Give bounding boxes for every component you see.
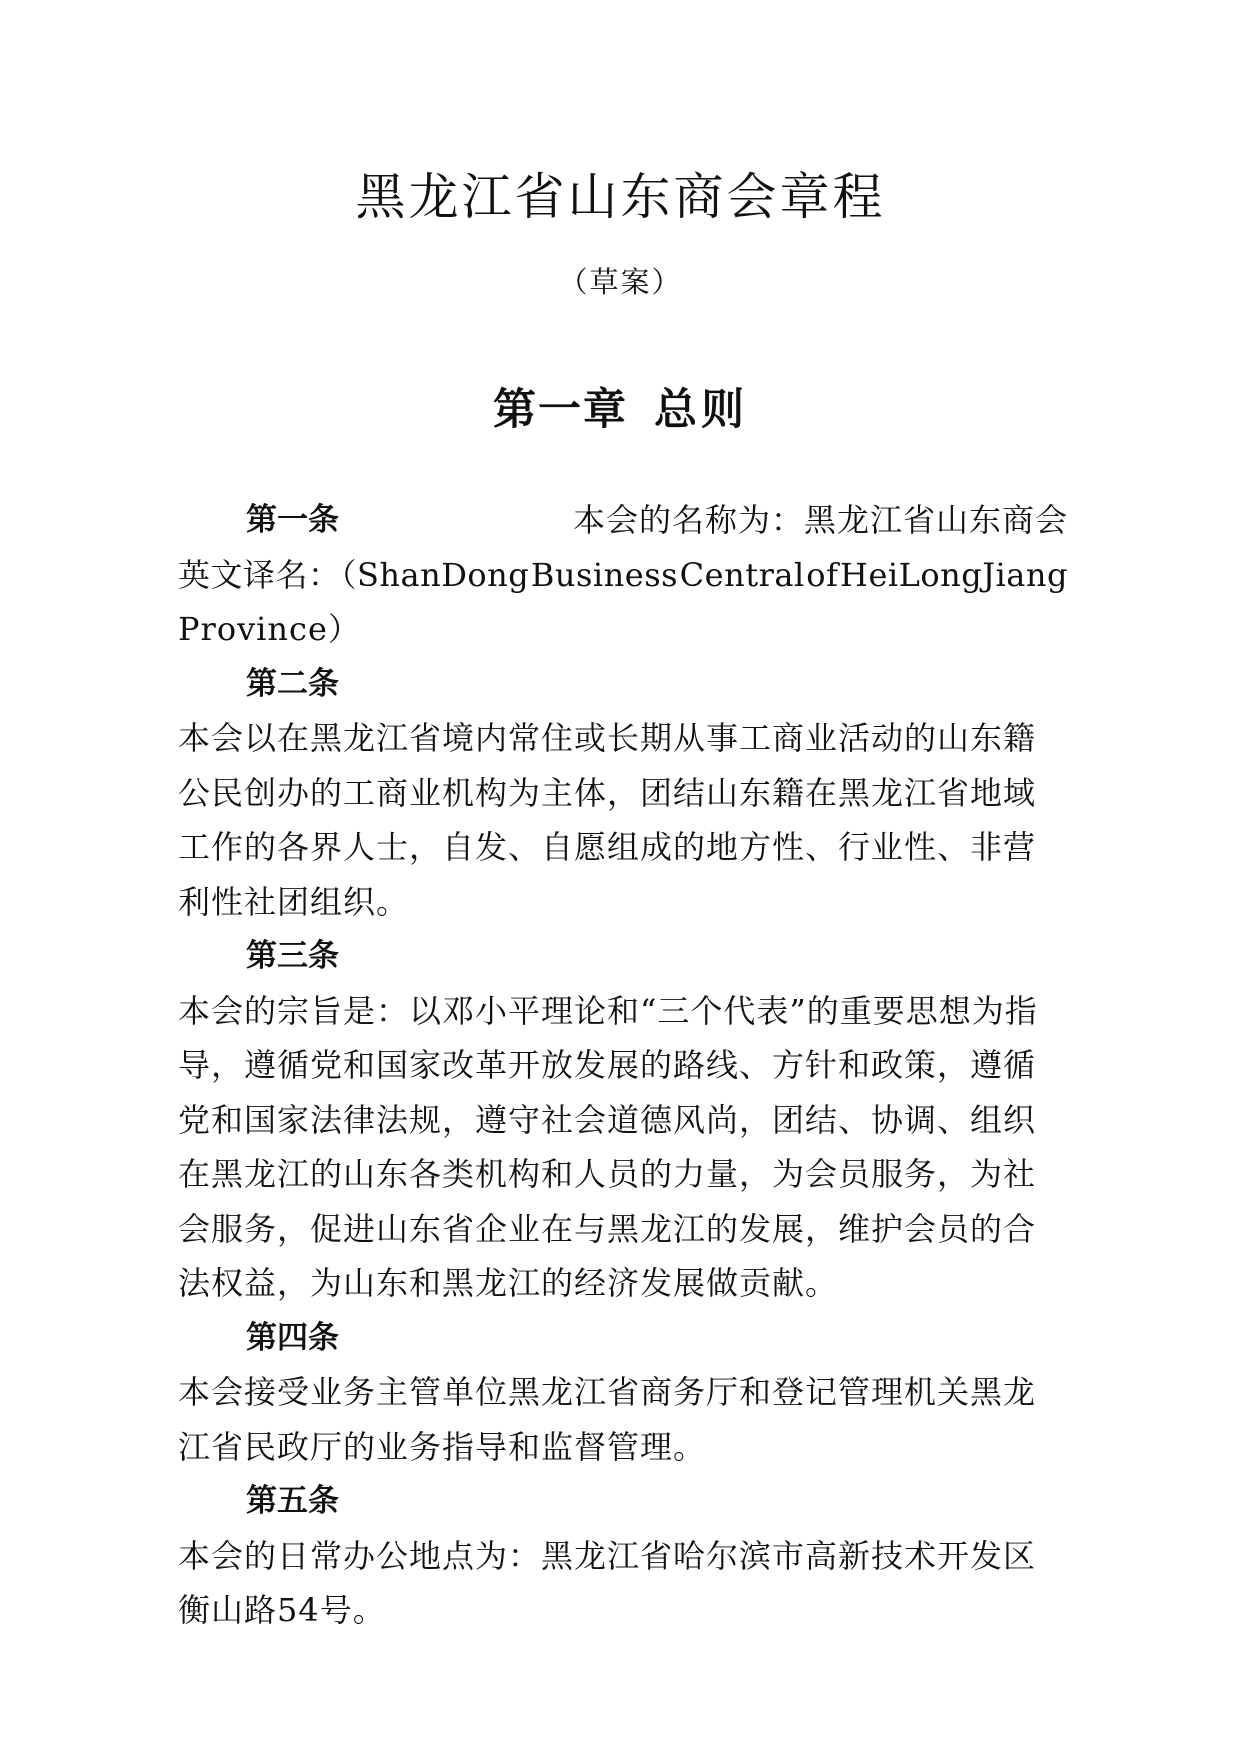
document-body [178, 493, 1068, 1638]
chapter-name: 总则 [654, 385, 748, 435]
english-name-line [178, 548, 1068, 603]
text-line: 法权益，为山东和黑龙江的经济发展做贡献。 [178, 1264, 839, 1302]
document-subtitle: （草案） [558, 265, 683, 299]
text-line: 导，遵循党和国家改革开放发展的路线、方针和政策，遵循 [178, 1046, 1037, 1084]
article-text [178, 602, 1068, 657]
article-heading: 第四条 [246, 1319, 339, 1356]
text-line: 本会接受业务主管单位黑龙江省商务厅和登记管理机关黑龙 [178, 1373, 1037, 1411]
text-line: 党和国家法律法规，遵守社会道德风尚，团结、协调、组织 [178, 1100, 1037, 1139]
article-1 [178, 493, 1068, 657]
text-line: 工作的各界人士，自发、自愿组成的地方性、行业性、非营 [178, 828, 1037, 866]
article-number: 第一条 [246, 502, 339, 538]
text-line: 会服务，促进山东省企业在与黑龙江的发展，维护会员的合 [178, 1209, 1037, 1248]
article-heading: 第五条 [246, 1483, 339, 1519]
article-4 [178, 1311, 1068, 1475]
article-heading [178, 493, 1068, 548]
text-line: 利性社团组织。 [178, 882, 410, 921]
document-title: 黑龙江省山东商会章程 [355, 168, 886, 226]
article-3 [178, 929, 1068, 1311]
english-word: Business [530, 555, 679, 594]
article-text [178, 1365, 1068, 1474]
chapter-number: 第一章 [493, 385, 628, 435]
text-line: Province） [178, 610, 361, 648]
text-line: 本会的日常办公地点为：黑龙江省哈尔滨市高新技术开发区 [178, 1536, 1037, 1575]
english-word: of [806, 555, 839, 594]
article-5 [178, 1474, 1068, 1638]
text-line: 公民创办的工商业机构为主体，团结山东籍在黑龙江省地域 [178, 773, 1037, 812]
article-2 [178, 657, 1068, 930]
chapter-heading [0, 380, 1241, 440]
english-word: 英文译名：（ShanDong [178, 555, 530, 594]
english-word: Central [679, 555, 805, 594]
article-text [178, 711, 1068, 929]
text-line: 在黑龙江的山东各类机构和人员的力量，为会员服务，为社 [178, 1155, 1037, 1193]
article-text [178, 1529, 1068, 1638]
text-line: 本会以在黑龙江省境内常住或长期从事工商业活动的山东籍 [178, 719, 1037, 757]
text-line: 本会的宗旨是：以邓小平理论和“三个代表”的重要思想为指 [178, 991, 1038, 1030]
english-word: HeiLongJiang [840, 555, 1068, 594]
article-heading: 第二条 [246, 665, 339, 702]
article-text [178, 984, 1068, 1311]
article-heading: 第三条 [246, 938, 339, 974]
text-line: 江省民政厅的业务指导和监督管理。 [178, 1427, 707, 1466]
article-inline-text: 本会的名称为：黑龙江省山东商会 [572, 501, 1068, 539]
text-line: 衡山路54号。 [178, 1591, 386, 1629]
